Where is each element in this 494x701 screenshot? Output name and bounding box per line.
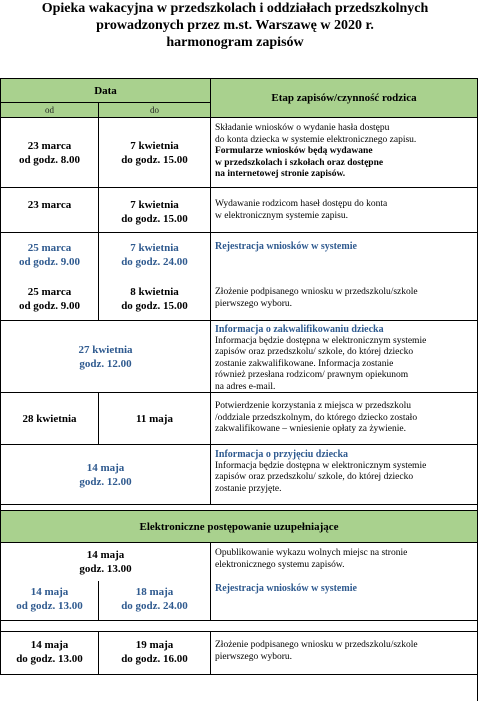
row4-text-2: pierwszego wyboru. [215,298,293,309]
row1-od-time: od godz. 8.00 [18,153,81,166]
row6-text-1: Potwierdzenie korzystania z miejsca w przedszkolu [215,401,411,411]
row2-od [1,188,99,233]
row6-od-date: 28 kwietnia [22,412,77,425]
schedule-table [0,78,478,675]
title-line-1: Opieka wakacyjna w przedszkolach i oddziałach przedszkolnych [41,1,429,16]
row10-od-date: 14 maja [30,639,69,651]
row7-text-1: Informacja będzie dostępna w elektronicznym systemie [215,460,427,471]
row9-etap [211,581,478,621]
row3-etap [211,233,478,277]
row6-od [1,393,99,445]
row9-do-date: 18 maja [135,586,174,598]
row1-text-2: do konta dziecka w systemie elektronicznego zapisu. [215,134,417,145]
row1-etap [211,118,478,188]
row6-text-3: zakwalifikowane – wniesienie opłaty za żywienie. [215,424,406,434]
header-od [1,103,99,118]
row1-od [1,118,99,188]
row1-do-date: 7 kwietnia [130,139,179,152]
row1-od-date: 23 marca [27,139,72,152]
header-do-label: do [150,105,159,115]
row4-od-date: 25 marca [27,286,72,298]
row4-do [99,277,211,321]
section-header [1,511,478,543]
row6-etap [211,393,478,445]
row5-date [1,321,211,393]
row9-od-date: 14 maja [30,586,69,598]
row4-do-time: do godz. 15.00 [121,300,188,312]
section-title: Elektroniczne postępowanie uzupełniające [139,520,339,533]
row2-etap [211,188,478,233]
row5-text-3: zostanie zakwalifikowane. Informacja zostanie [215,358,394,369]
header-do [99,103,211,118]
header-data [1,79,211,103]
row2-text-2: w elektronicznym systemie zapisu. [215,210,348,221]
row5-text-5: na adres e-mail. [215,381,276,392]
row5-etap [211,321,478,393]
row9-od-time: od godz. 13.00 [16,600,83,612]
row2-do-date: 7 kwietnia [130,199,179,211]
row3-od-time: od godz. 9.00 [18,256,81,268]
row1-text-1: Składanie wniosków o wydanie hasła dostępu [215,123,390,133]
row9-text-1: Rejestracja wniosków w systemie [215,583,357,594]
row1-text-3: Formularze wniosków będą wydawane [215,146,373,156]
row2-do [99,188,211,233]
row8-date-time: godz. 13.00 [79,563,132,575]
row5-date-time: godz. 12.00 [79,357,132,370]
row1-do-time: do godz. 15.00 [121,153,188,166]
row8-text-2: elektronicznego systemu zapisów. [215,559,345,570]
row10-od-time: do godz. 13.00 [16,653,83,665]
row10-text-2: pierwszego wyboru. [215,651,293,662]
row7-date-time: godz. 12.00 [79,475,132,488]
row10-do-time: do godz. 16.00 [121,653,188,665]
row10-etap [211,631,478,675]
row1-text-5: na internetowej stronie zapisów. [215,169,346,179]
row1-do [99,118,211,188]
row5-heading: Informacja o zakwalifikowaniu dziecka [215,324,384,335]
row10-do-date: 19 maja [135,639,174,651]
row3-do-date: 7 kwietnia [130,242,179,254]
row1-text-4: w przedszkolach i szkołach oraz dostępne [215,157,384,168]
row7-text-2: zapisów oraz przedszkolu/ szkole, do której dziecko [215,472,414,482]
row7-date [1,445,211,505]
row5-text-1: Informacja będzie dostępna w elektronicznym systemie [215,335,427,346]
row3-text-1: Rejestracja wniosków w systemie [215,241,357,252]
title-line-3: harmonogram zapisów [166,35,304,50]
row3-od [1,233,99,277]
row6-do-date: 11 maja [136,412,173,425]
page-title [0,0,470,51]
row4-etap [211,277,478,321]
row5-date-day: 27 kwietnia [78,343,133,356]
row6-text-2: /oddziale przedszkolnym, do którego dziecko zostało [215,412,418,423]
row2-od-date: 23 marca [27,199,72,211]
row10-od [1,631,99,675]
row3-od-date: 25 marca [27,242,72,254]
row3-do-time: do godz. 24.00 [121,256,188,268]
row2-do-time: do godz. 15.00 [121,213,188,225]
row4-do-date: 8 kwietnia [130,286,179,298]
row7-text-3: zostanie przyjęte. [215,483,282,494]
row4-od-time: od godz. 9.00 [18,300,81,312]
row10-do [99,631,211,675]
title-line-2: prowadzonych przez m.st. Warszawę w 2020 r. [96,18,374,33]
row5-text-2: zapisów oraz przedszkolu/ szkole, do której dziecko [215,347,414,357]
row7-heading: Informacja o przyjęciu dziecka [215,449,349,460]
header-etap-label: Etap zapisów/czynność rodzica [271,92,417,104]
row8-etap [211,543,478,581]
header-data-label: Data [94,84,117,97]
row8-date-day: 14 maja [86,549,125,561]
row5-text-4: również przesłana rodzicom/ prawnym opiekunom [215,370,409,380]
row4-text-1: Złożenie podpisanego wniosku w przedszkolu/szkole [215,287,418,297]
row3-do [99,233,211,277]
row8-text-1: Opublikowanie wykazu wolnych miejsc na stronie [215,548,408,558]
row6-do [99,393,211,445]
row8-date [1,543,211,581]
row9-od [1,581,99,621]
row10-text-1: Złożenie podpisanego wniosku w przedszkolu/szkole [215,640,418,650]
row2-text-1: Wydawanie rodzicom haseł dostępu do konta [215,199,388,209]
row4-od [1,277,99,321]
row9-do-time: do godz. 24.00 [121,600,188,612]
header-od-label: od [45,105,54,115]
row7-etap [211,445,478,505]
row9-do [99,581,211,621]
header-etap [211,79,478,118]
row7-date-day: 14 maja [86,461,125,474]
